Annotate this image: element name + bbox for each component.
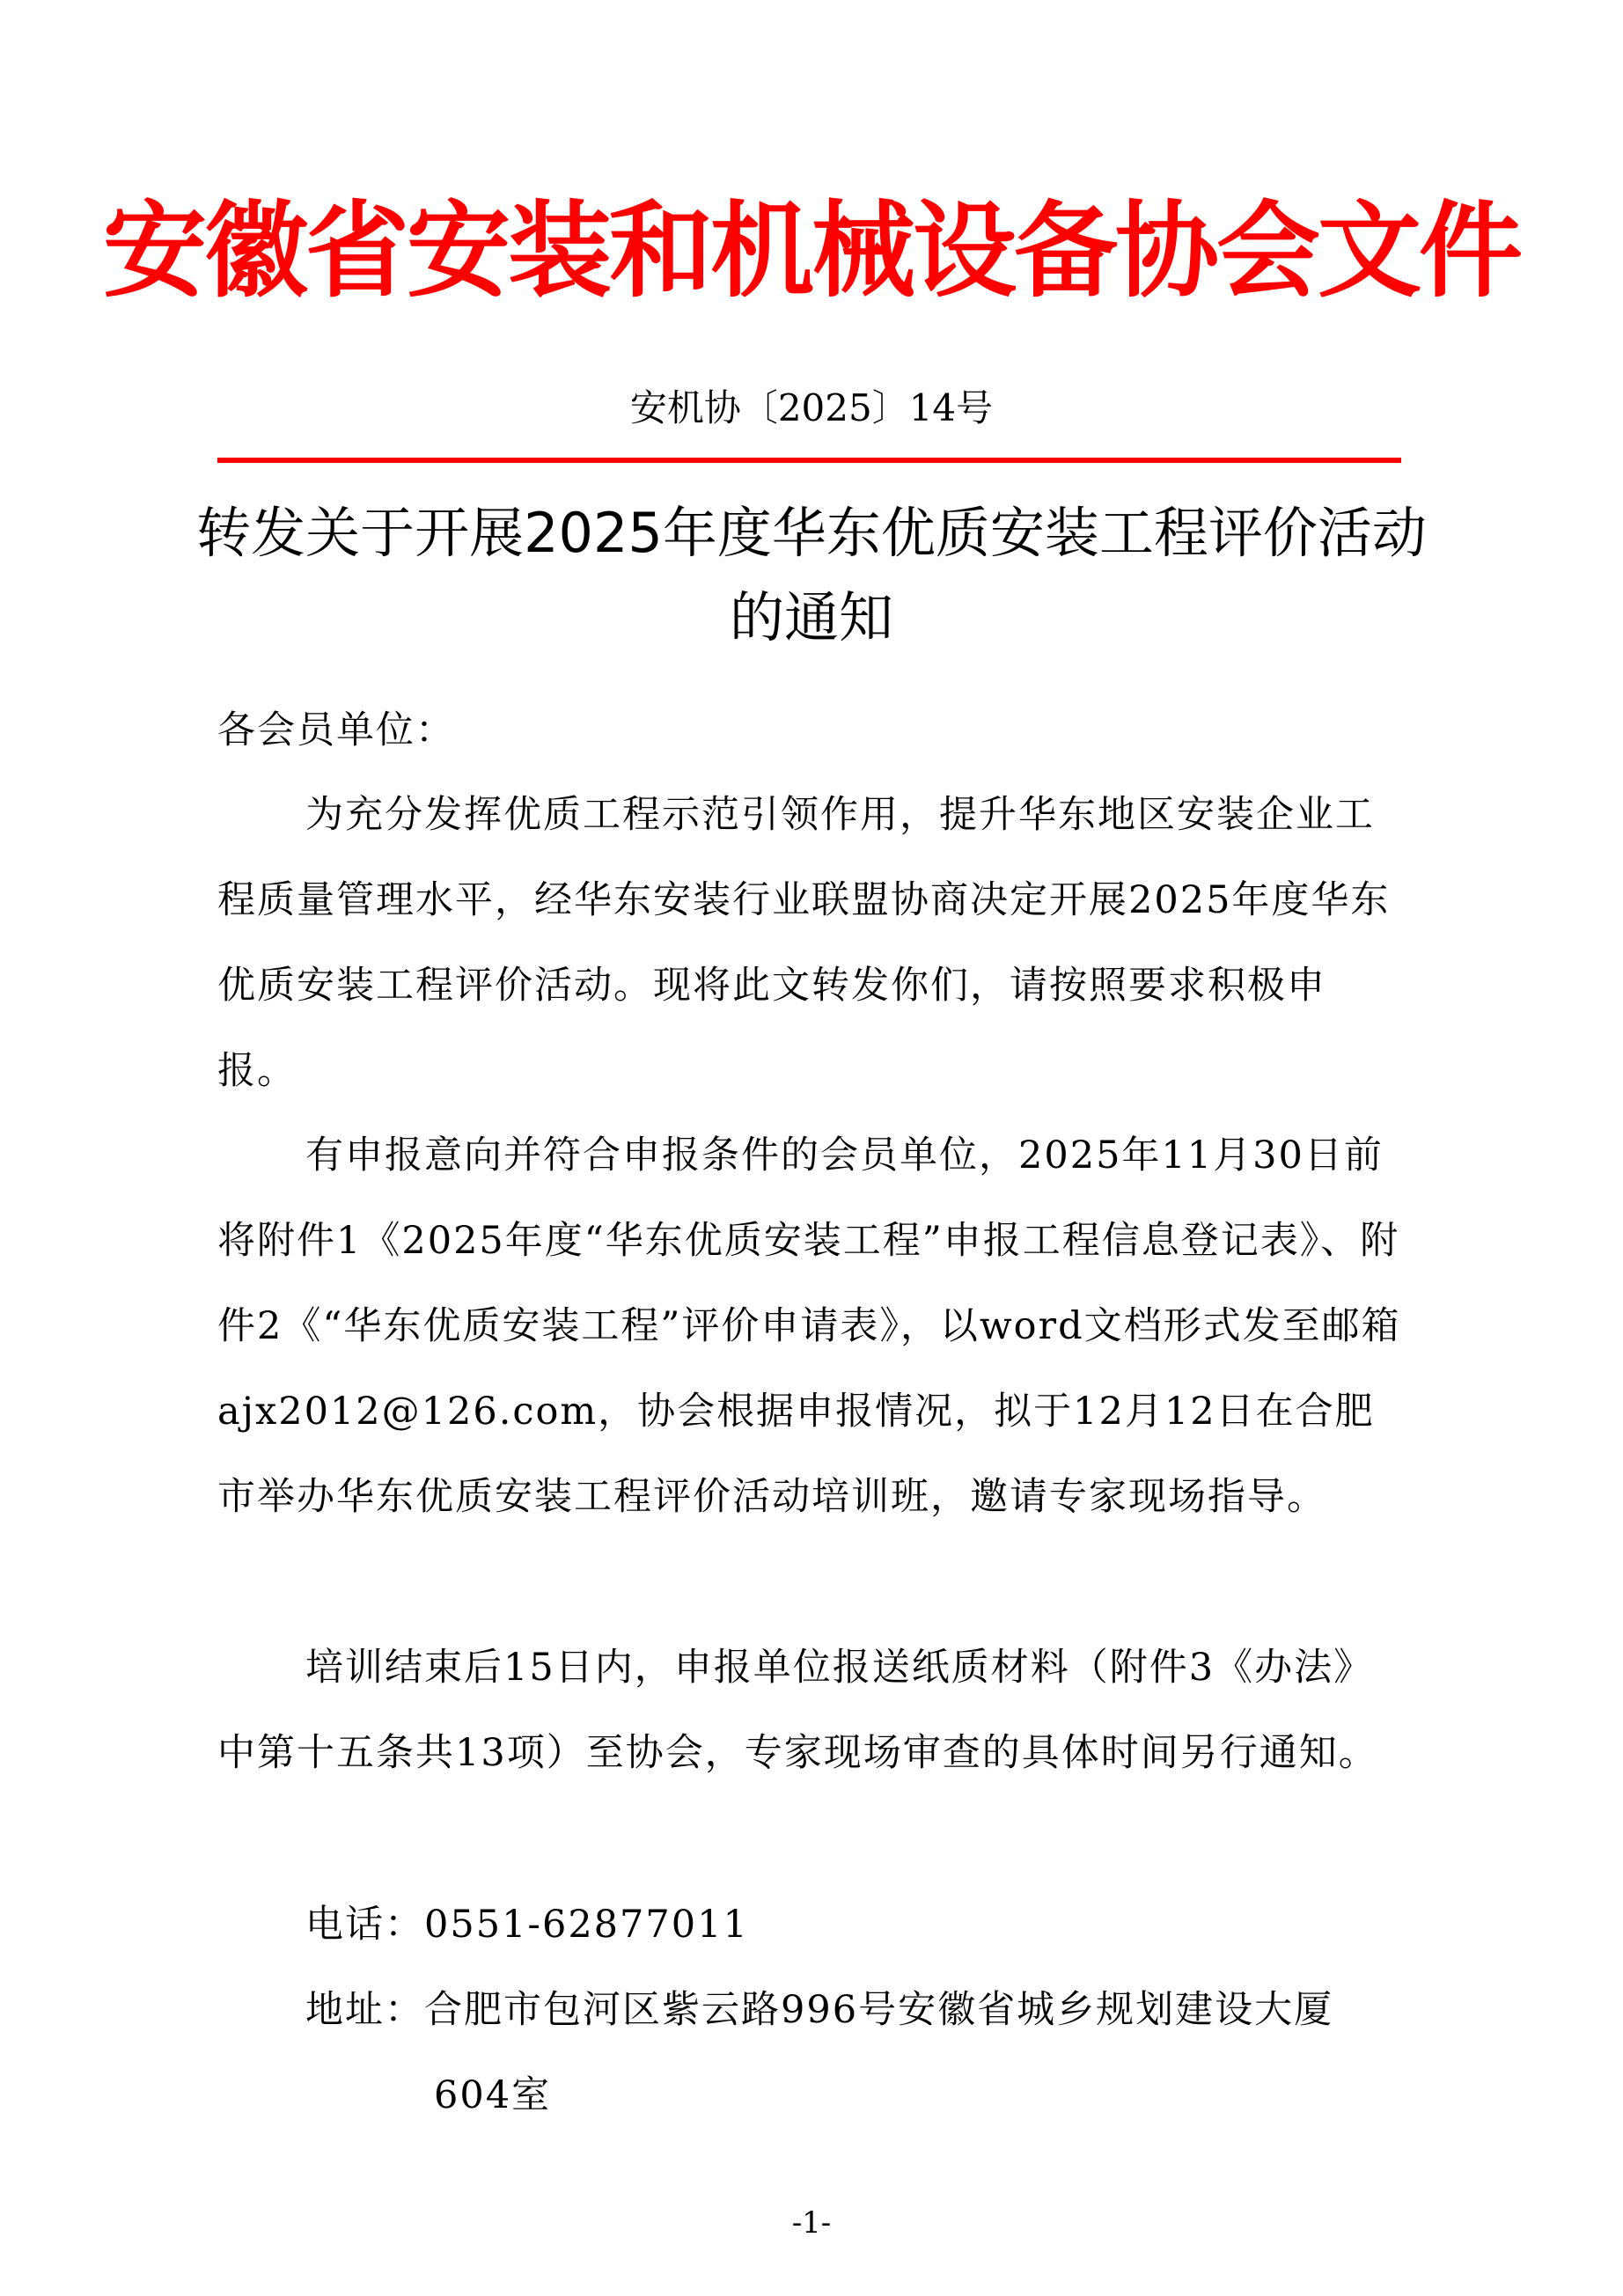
org-document-header: 安徽省安装和机械设备协会文件 <box>102 190 1520 312</box>
document-number: 安机协〔2025〕14号 <box>629 386 994 429</box>
red-divider-line <box>217 458 1401 463</box>
page-number: -1- <box>791 2205 832 2241</box>
notice-title: 转发关于开展2025年度华东优质安装工程评价活动的通知 <box>196 501 1427 649</box>
body-paragraph-2: 有申报意向并符合申报条件的会员单位，2025年11月30日前将附件1《2025年度“华东优质安装工程”申报工程信息登记表》、附件2《“华东优质安装工程”评价申请表》，以word文档形式发至邮箱ajx2012@126.com，协会根据申报情况，拟于12月12日在合肥市举办华东优质安装工程评价活动培训班，邀请专家现场指导。 <box>217 1133 1401 1519</box>
salutation: 各会员单位： <box>217 708 455 752</box>
body-paragraph-3: 培训结束后15日内，申报单位报送纸质材料（附件3《办法》中第十五条共13项）至协会，专家现场审查的具体时间另行通知。 <box>217 1646 1378 1775</box>
body-paragraph-1: 为充分发挥优质工程示范引领作用，提升华东地区安装企业工程质量管理水平，经华东安装行业联盟协商决定开展2025年度华东优质安装工程评价活动。现将此文转发你们，请按照要求积极申报。 <box>217 793 1391 1093</box>
contact-phone: 电话：0551-62877011 <box>305 1903 749 1947</box>
contact-address: 地址：合肥市包河区紫云路996号安徽省城乡规划建设大厦604室 <box>305 1988 1334 2117</box>
